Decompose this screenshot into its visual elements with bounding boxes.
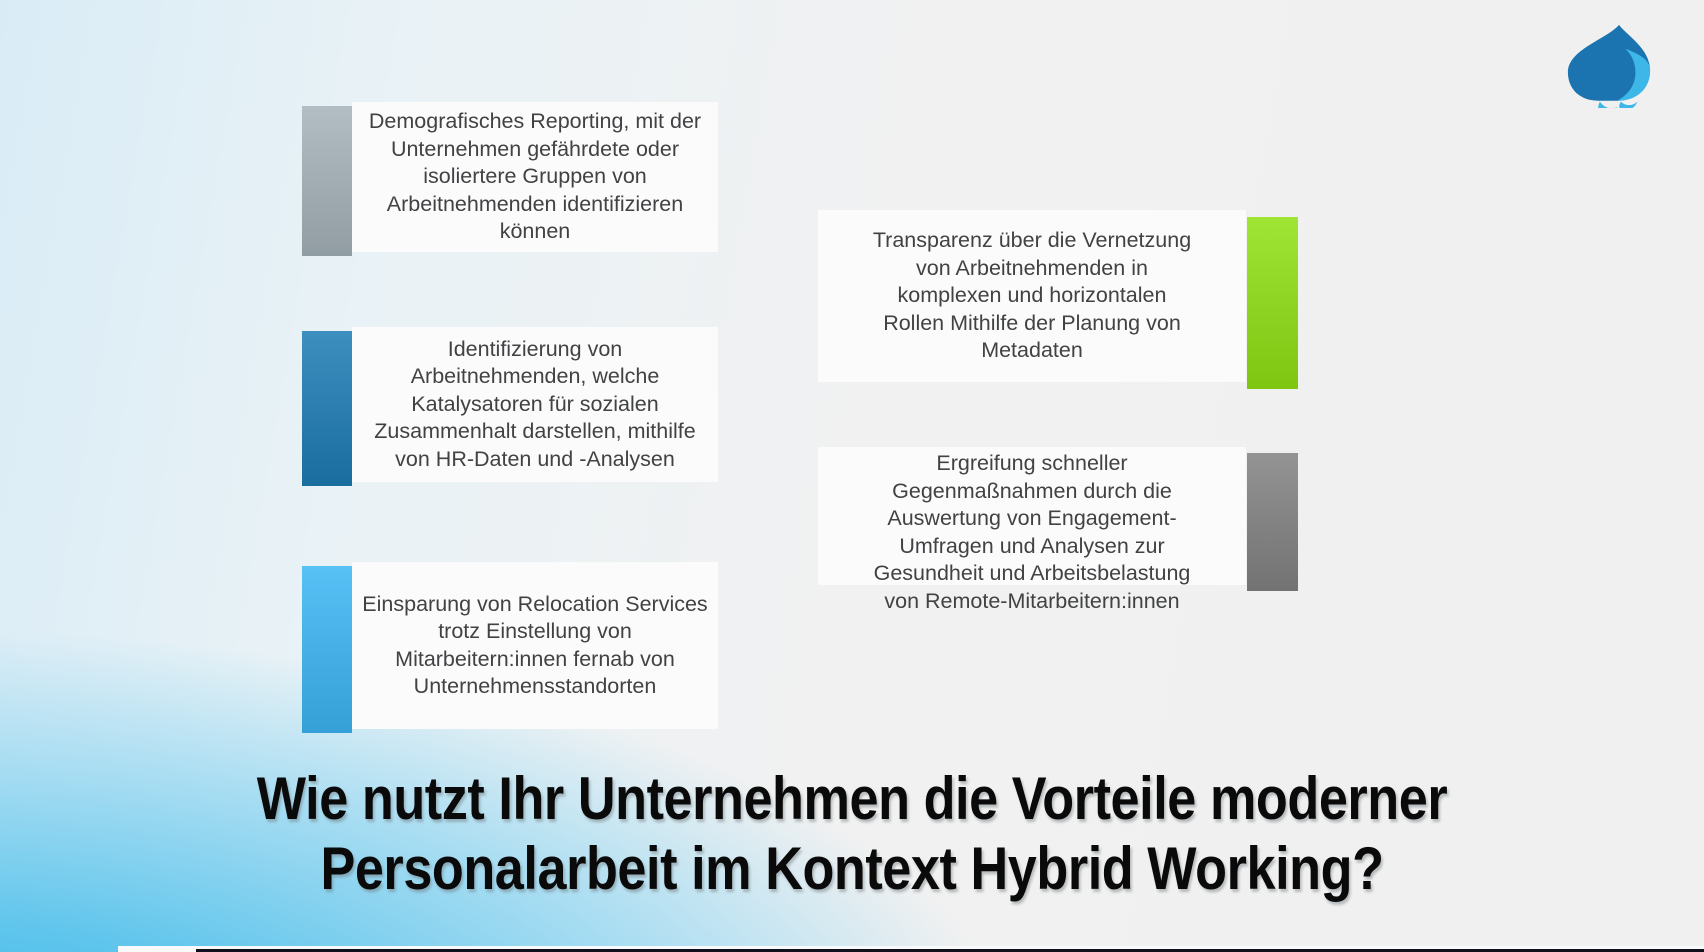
card-accent-bar (302, 106, 352, 256)
card-text: Ergreifung schneller Gegenmaßnahmen durch die Auswertung von Engagement- Umfragen und Analysen zur Gesundheit und Arbeitsbelastung von Remote-Mitarbeitern:innen (873, 451, 1191, 613)
slide-title (111, 764, 1593, 904)
card-text-panel (352, 327, 718, 482)
card-text: Einsparung von Relocation Services trotz Einstellung von Mitarbeitern:innen fernab von Unternehmensstandorten (362, 591, 708, 698)
spade-foot-left (1598, 102, 1617, 108)
benefit-card-transparenz (818, 210, 1298, 382)
card-text-panel (352, 562, 718, 729)
card-text: Demografisches Reporting, mit der Unternehmen gefährdete oder isoliertere Gruppen von Arbeitnehmenden identifizieren können (368, 109, 702, 244)
benefit-card-demografisches-reporting (302, 102, 718, 252)
benefit-card-ergreifung (818, 447, 1298, 613)
benefit-card-identifizierung (302, 327, 718, 482)
card-text-panel (818, 447, 1246, 613)
benefit-card-einsparung (302, 562, 718, 729)
card-accent-bar (1247, 217, 1298, 389)
card-text: Identifizierung von Arbeitnehmenden, welche Katalysatoren für sozialen Zusammenhalt darstellen, mithilfe von HR-Daten und -Analysen (374, 336, 696, 471)
card-accent-bar (302, 566, 352, 733)
slide-title-line-2: Personalarbeit im Kontext Hybrid Working? (320, 835, 1384, 902)
slide-title-line-1: Wie nutzt Ihr Unternehmen die Vorteile moderner (256, 765, 1448, 832)
card-text-panel (818, 210, 1246, 382)
spade-foot-right (1619, 102, 1637, 108)
capgemini-spade-logo (1561, 24, 1657, 108)
card-accent-bar (1247, 453, 1298, 591)
card-text-panel (352, 102, 718, 252)
card-text: Transparenz über die Vernetzung von Arbeitnehmenden in komplexen und horizontalen Rollen Mithilfe der Planung von Metadaten (872, 228, 1192, 363)
card-accent-bar (302, 331, 352, 486)
